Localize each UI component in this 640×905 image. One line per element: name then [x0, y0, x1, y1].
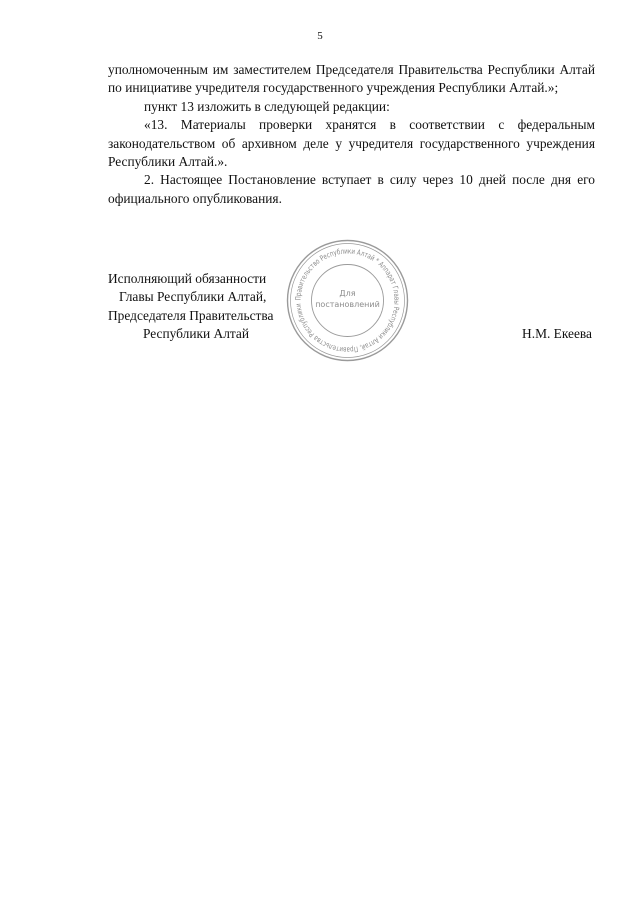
seal-ring-text: Правительство Республики Алтай * Аппарат Главы Республики Алтай, Правительства Республики	[293, 246, 402, 355]
paragraph-effective-date: 2. Настоящее Постановление вступает в силу через 10 дней после дня его официального опубликования.	[108, 172, 595, 206]
seal-center-line-1: Для	[339, 289, 356, 298]
signatory-title-line-4: Республики Алтай	[143, 326, 250, 342]
signatory-title-line-1: Исполняющий обязанности	[108, 271, 267, 286]
signatory-title-line-3: Председателя Правительства	[108, 307, 274, 323]
paragraph-amendment-intro: пункт 13 изложить в следующей редакции:	[144, 98, 390, 114]
paragraph-item-13: «13. Материалы проверки хранятся в соответствии с федеральным законодательством об архивном деле у учредителя государственного учреждения Республики Алтай.».	[108, 117, 595, 170]
signatory-title-line-2: Главы Республики Алтай,	[119, 289, 267, 305]
page-number: 5	[317, 30, 323, 42]
seal-graphic	[285, 238, 410, 363]
document-body	[108, 61, 595, 208]
official-seal-stamp	[285, 238, 410, 363]
signatory-title	[108, 270, 308, 344]
seal-center-line-2: постановлений	[315, 300, 380, 309]
signatory-name: Н.М. Екеева	[522, 326, 592, 341]
paragraph-continuation: уполномоченным им заместителем Председателя Правительства Республики Алтай по инициативе учредителя государственного учреждения Республики Алтай.»;	[108, 62, 595, 96]
